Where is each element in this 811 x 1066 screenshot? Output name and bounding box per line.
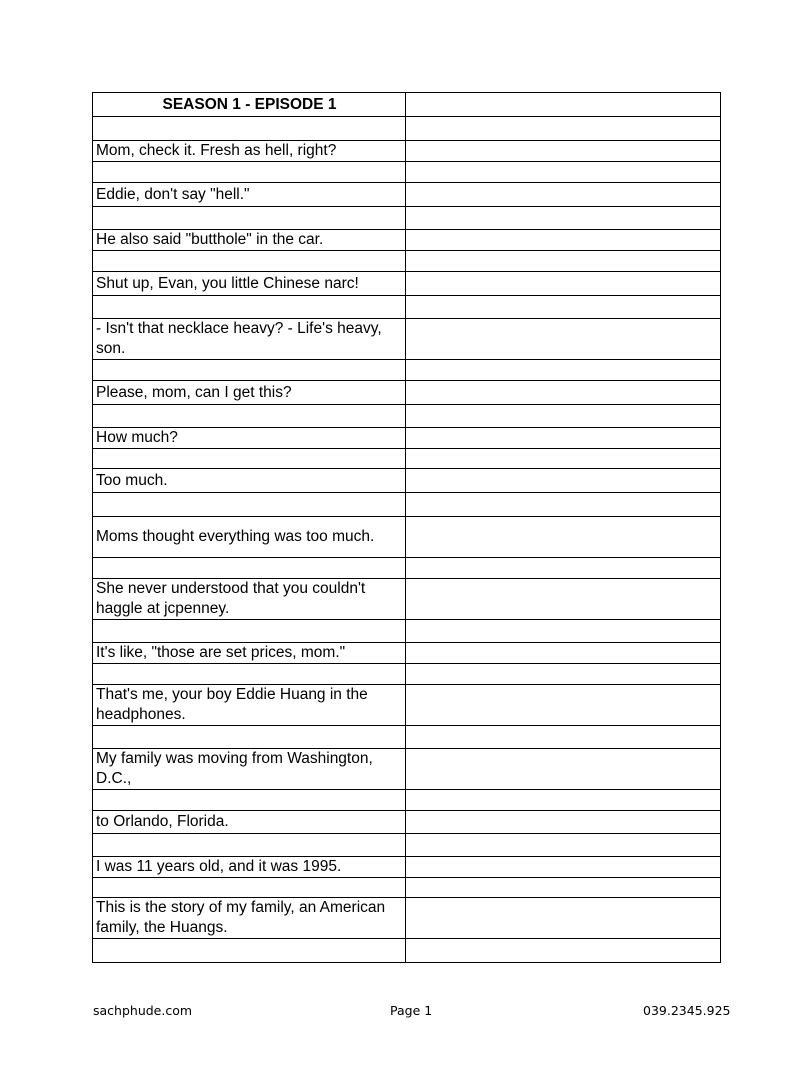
subtitle-line: Too much.	[93, 469, 406, 493]
translation-cell	[406, 230, 721, 251]
table-row	[93, 643, 721, 664]
table-row	[93, 811, 721, 834]
subtitle-line	[93, 939, 406, 963]
episode-title: SEASON 1 - EPISODE 1	[93, 93, 406, 117]
translation-cell	[406, 428, 721, 449]
subtitle-line	[93, 207, 406, 230]
table-row	[93, 230, 721, 251]
table-row	[93, 579, 721, 620]
subtitle-line: That's me, your boy Eddie Huang in the headphones.	[93, 685, 406, 726]
table-row	[93, 251, 721, 272]
table-header-row	[93, 93, 721, 117]
translation-cell	[406, 272, 721, 296]
table-row	[93, 117, 721, 141]
footer-website: sachphude.com	[93, 1003, 193, 1018]
table-row	[93, 162, 721, 183]
table-row	[93, 272, 721, 296]
subtitle-line	[93, 360, 406, 381]
subtitle-line: This is the story of my family, an American family, the Huangs.	[93, 898, 406, 939]
table-row	[93, 857, 721, 878]
translation-cell	[406, 141, 721, 162]
table-cell-empty	[406, 93, 721, 117]
subtitle-line: - Isn't that necklace heavy? - Life's heavy, son.	[93, 319, 406, 360]
table-row	[93, 360, 721, 381]
translation-cell	[406, 643, 721, 664]
table-row	[93, 939, 721, 963]
translation-cell	[406, 664, 721, 685]
table-row	[93, 296, 721, 319]
translation-cell	[406, 207, 721, 230]
translation-cell	[406, 360, 721, 381]
table-row	[93, 749, 721, 790]
translation-cell	[406, 749, 721, 790]
subtitle-line: My family was moving from Washington, D.C.,	[93, 749, 406, 790]
translation-cell	[406, 162, 721, 183]
subtitle-line	[93, 296, 406, 319]
translation-cell	[406, 726, 721, 749]
table-row	[93, 319, 721, 360]
subtitle-line	[93, 162, 406, 183]
table-row	[93, 207, 721, 230]
table-row	[93, 620, 721, 643]
translation-cell	[406, 493, 721, 517]
subtitle-line: Moms thought everything was too much.	[93, 517, 406, 558]
translation-cell	[406, 449, 721, 469]
translation-cell	[406, 558, 721, 579]
table-row	[93, 558, 721, 579]
translation-cell	[406, 790, 721, 811]
translation-cell	[406, 117, 721, 141]
subtitle-line	[93, 664, 406, 685]
subtitle-line: Eddie, don't say "hell."	[93, 183, 406, 207]
subtitle-line: Please, mom, can I get this?	[93, 381, 406, 405]
subtitle-line: He also said "butthole" in the car.	[93, 230, 406, 251]
table-row	[93, 790, 721, 811]
footer-phone: 039.2345.925	[643, 1003, 731, 1018]
translation-cell	[406, 381, 721, 405]
subtitle-table	[92, 92, 721, 963]
translation-cell	[406, 319, 721, 360]
translation-cell	[406, 811, 721, 834]
subtitle-line	[93, 449, 406, 469]
translation-cell	[406, 620, 721, 643]
table-row	[93, 469, 721, 493]
subtitle-line	[93, 726, 406, 749]
table-row	[93, 898, 721, 939]
translation-cell	[406, 834, 721, 857]
translation-cell	[406, 469, 721, 493]
subtitle-line	[93, 493, 406, 517]
table-row	[93, 685, 721, 726]
subtitle-line: I was 11 years old, and it was 1995.	[93, 857, 406, 878]
translation-cell	[406, 517, 721, 558]
subtitle-line	[93, 878, 406, 898]
table-row	[93, 183, 721, 207]
table-row	[93, 428, 721, 449]
translation-cell	[406, 405, 721, 428]
subtitle-line	[93, 251, 406, 272]
table-row	[93, 726, 721, 749]
subtitle-line: to Orlando, Florida.	[93, 811, 406, 834]
subtitle-line	[93, 558, 406, 579]
translation-cell	[406, 878, 721, 898]
table-row	[93, 141, 721, 162]
translation-cell	[406, 857, 721, 878]
translation-cell	[406, 685, 721, 726]
translation-cell	[406, 579, 721, 620]
subtitle-line	[93, 790, 406, 811]
table-row	[93, 493, 721, 517]
subtitle-line: Mom, check it. Fresh as hell, right?	[93, 141, 406, 162]
table-row	[93, 405, 721, 428]
subtitle-line: How much?	[93, 428, 406, 449]
subtitle-line: It's like, "those are set prices, mom."	[93, 643, 406, 664]
translation-cell	[406, 898, 721, 939]
translation-cell	[406, 183, 721, 207]
subtitle-line	[93, 405, 406, 428]
translation-cell	[406, 251, 721, 272]
table-row	[93, 381, 721, 405]
subtitle-line: She never understood that you couldn't haggle at jcpenney.	[93, 579, 406, 620]
translation-cell	[406, 296, 721, 319]
table-row	[93, 449, 721, 469]
subtitle-line	[93, 117, 406, 141]
subtitle-line	[93, 834, 406, 857]
footer-page-number: Page 1	[390, 1003, 433, 1018]
table-row	[93, 878, 721, 898]
table-row	[93, 664, 721, 685]
subtitle-line: Shut up, Evan, you little Chinese narc!	[93, 272, 406, 296]
translation-cell	[406, 939, 721, 963]
table-row	[93, 517, 721, 558]
subtitle-line	[93, 620, 406, 643]
table-row	[93, 834, 721, 857]
